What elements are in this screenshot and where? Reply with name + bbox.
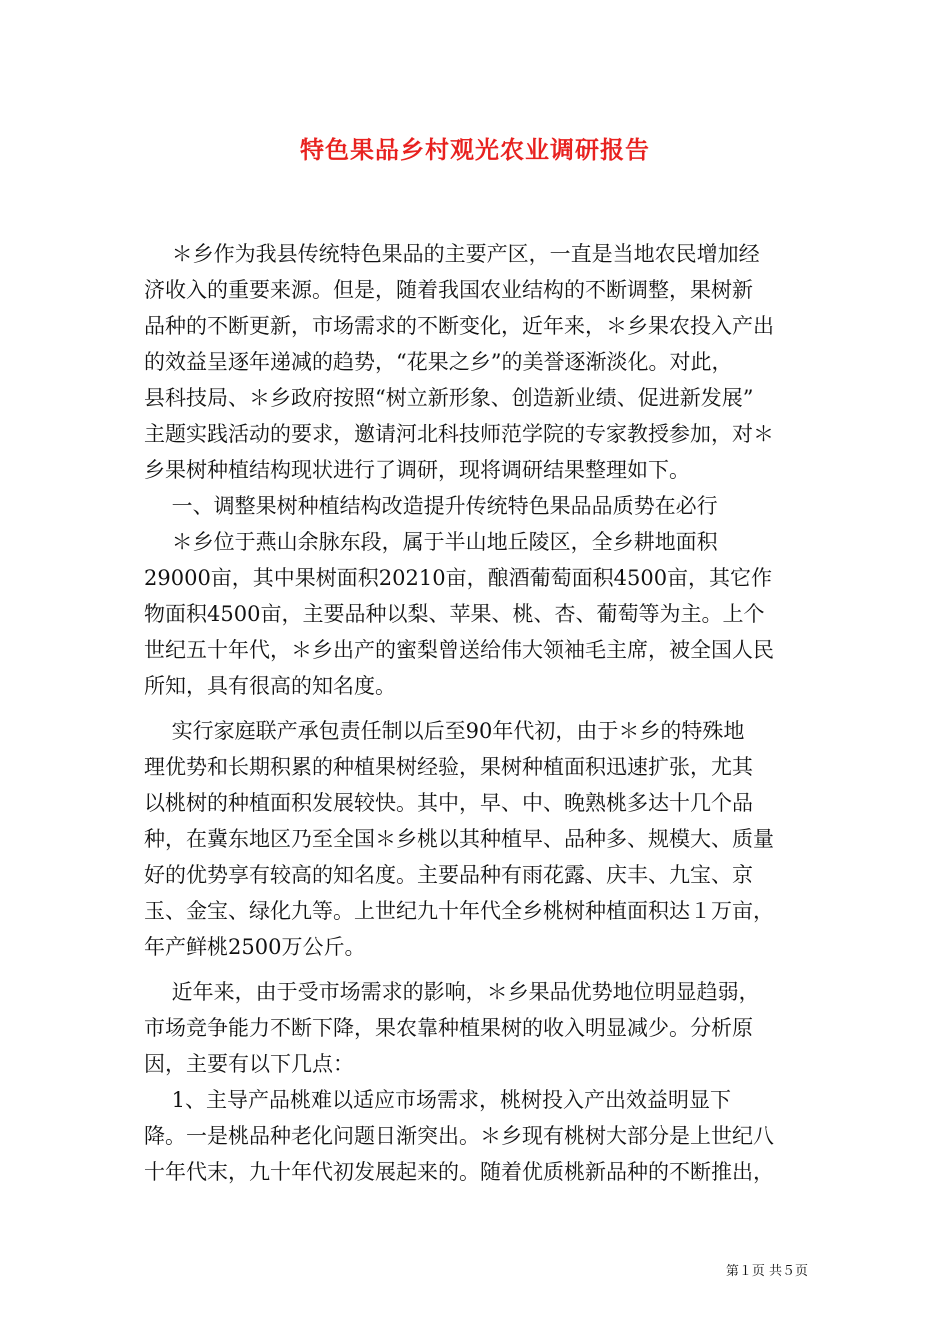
text-line: 的效益呈逐年递减的趋势，“花果之乡”的美誉逐渐淡化。对此，	[144, 350, 733, 374]
text-line: 年产鲜桃2500万公斤。	[144, 935, 366, 959]
text-line: 市场竞争能力不断下降，果农靠种植果树的收入明显减少。分析原	[144, 1016, 753, 1040]
text-line: 近年来，由于受市场需求的影响，＊乡果品优势地位明显趋弱，	[144, 980, 760, 1004]
text-line: 十年代末，九十年代初发展起来的。随着优质桃新品种的不断推出，	[144, 1160, 774, 1184]
text-line: 品种的不断更新，市场需求的不断变化，近年来，＊乡果农投入产出	[144, 314, 774, 338]
text-line: 县科技局、＊乡政府按照“树立新形象、创造新业绩、促进新发展”	[144, 386, 754, 410]
text-line: 29000亩，其中果树面积20210亩，酿酒葡萄面积4500亩，其它作	[144, 566, 773, 590]
text-line: ＊乡位于燕山余脉东段，属于半山地丘陵区，全乡耕地面积	[144, 530, 718, 554]
section-heading: 一、调整果树种植结构改造提升传统特色果品品质势在必行	[144, 494, 718, 518]
text-line: 实行家庭联产承包责任制以后至90年代初，由于＊乡的特殊地	[144, 719, 745, 743]
text-line: 主题实践活动的要求，邀请河北科技师范学院的专家教授参加，对＊	[144, 422, 774, 446]
text-line: 好的优势享有较高的知名度。主要品种有雨花露、庆丰、九宝、京	[144, 863, 753, 887]
text-line: 因，主要有以下几点：	[144, 1052, 354, 1076]
text-line: 物面积4500亩，主要品种以梨、苹果、桃、杏、葡萄等为主。上个	[144, 602, 765, 626]
text-line: 世纪五十年代，＊乡出产的蜜梨曾送给伟大领袖毛主席，被全国人民	[144, 638, 774, 662]
text-line: 以桃树的种植面积发展较快。其中，早、中、晚熟桃多达十几个品	[144, 791, 753, 815]
text-line: 理优势和长期积累的种植果树经验，果树种植面积迅速扩张，尤其	[144, 755, 753, 779]
document-body	[144, 236, 812, 1190]
document-title: 特色果品乡村观光农业调研报告	[300, 136, 650, 164]
text-line: 乡果树种植结构现状进行了调研，现将调研结果整理如下。	[144, 458, 690, 482]
page-number: 第１页 共５页	[725, 1264, 808, 1279]
text-line: 种，在冀东地区乃至全国＊乡桃以其种植早、品种多、规模大、质量	[144, 827, 774, 851]
text-line: 1、主导产品桃难以适应市场需求，桃树投入产出效益明显下	[144, 1088, 732, 1112]
text-line: 所知，具有很高的知名度。	[144, 674, 396, 698]
text-line: 济收入的重要来源。但是，随着我国农业结构的不断调整，果树新	[144, 278, 753, 302]
text-line: 玉、金宝、绿化九等。上世纪九十年代全乡桃树种植面积达１万亩，	[144, 899, 774, 923]
text-line: ＊乡作为我县传统特色果品的主要产区，一直是当地农民增加经	[144, 242, 760, 266]
text-line: 降。一是桃品种老化问题日渐突出。＊乡现有桃树大部分是上世纪八	[144, 1124, 774, 1148]
